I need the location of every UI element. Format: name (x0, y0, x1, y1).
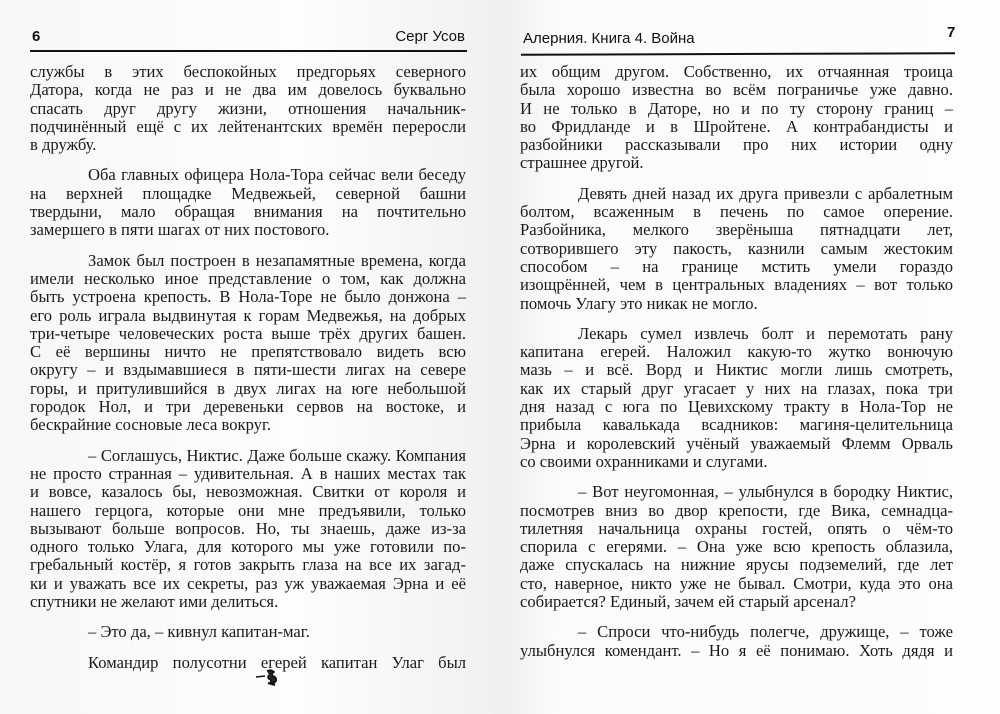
text-line: вызывают больше вопросов. Но, ты знаешь, даже из-за (30, 518, 466, 538)
text-line: сотворившего эту пакость, казнили самым жестоким (520, 238, 953, 258)
paragraph (30, 166, 466, 239)
text-line: и вовсе, казалось бы, невозможная. Свитки от короля и (30, 482, 466, 502)
text-line: службы в этих беспокойных предгорьях северного (30, 62, 466, 81)
text-line: его роль играла выдвинутая к горам Медвежья, на добрых (30, 305, 466, 325)
paragraph (520, 325, 953, 471)
text-line: ки и уважать все их секреты, раз уж уважаемая Эрна и её (30, 573, 466, 593)
text-line: сто, наверное, никто уже не бывал. Смотри, куда это она (520, 573, 953, 593)
text-line: округу – и вздымавшиеся в пяти-шести лигах на севере (30, 360, 466, 380)
text-line: – Соглашусь, Никтис. Даже больше скажу. Компания (88, 445, 466, 465)
text-line: замершего в пяти шагах от них постового. (30, 220, 330, 240)
text-line: горы, и притулившийся в двух лигах на юге небольшой (30, 378, 466, 398)
text-line: изощрённей, чем в центральных владениях – вот только (520, 275, 953, 295)
text-line: Лекарь сумел извлечь болт и перемотать рану (578, 323, 953, 343)
text-line: быть устроена крепость. В Нола-Торе не было донжона – (30, 287, 466, 307)
paragraph (30, 447, 466, 612)
header-rule (521, 52, 955, 56)
page-number: 7 (947, 24, 956, 41)
paragraph (30, 63, 466, 154)
paragraph (30, 654, 466, 672)
text-line: Командир полусотни егерей капитан Улаг был (88, 652, 466, 672)
text-line: спутники не желают ими делиться. (30, 592, 279, 612)
text-line: дня назад с юга по Цевихскому тракту в Нола-Тор не (520, 397, 953, 417)
text-line: страшнее другой. (520, 153, 644, 173)
text-line: одного только Улага, для которого мы уже готовили по- (30, 537, 466, 557)
text-line: даже спускалась на нижние ярусы подземелий, где лет (520, 555, 953, 575)
paragraph (520, 185, 953, 313)
left-page (0, 0, 495, 714)
text-line: разбойники рассказывали про них истории одну (520, 135, 953, 155)
text-line: в дружбу. (30, 135, 97, 155)
text-line: Датора, когда не раз и не два им довелось буквально (30, 80, 466, 100)
paragraph (520, 63, 953, 173)
text-line: бескрайние сосновые леса вокруг. (30, 415, 272, 435)
text-line: на верхней площадке Медвежьей, северной башни (30, 183, 466, 203)
text-line: была хорошо известна во всём пограничье уже давно. (520, 80, 953, 100)
body-text (30, 63, 466, 684)
text-line: болтом, всаженным в печень по самое оперение. (520, 202, 953, 222)
text-line: Девять дней назад их друга привезли с арбалетным (578, 183, 953, 203)
paragraph (30, 252, 466, 435)
ornament-icon (255, 668, 281, 688)
text-line: три-четыре человеческих роста выше трёх других башен. (30, 323, 466, 343)
text-line: не просто странная – удивительная. А в наших местах так (30, 463, 466, 483)
text-line: С её вершины ничто не препятствовало видеть всю (30, 342, 466, 362)
running-head-title: Алерния. Книга 4. Война (523, 30, 695, 47)
text-line: со своими охранниками и слугами. (520, 451, 768, 471)
text-line: – Вот неугомонная, – улыбнулся в бородку Никтис, (578, 482, 953, 502)
text-line: Замок был построен в незапамятные времена, когда (88, 250, 466, 270)
text-line: Оба главных офицера Нола-Тора сейчас вели беседу (88, 165, 466, 185)
text-line: прибыла кавалькада всадников: магиня-целительница (520, 415, 953, 435)
text-line: помочь Улагу это никак не могло. (520, 293, 758, 313)
text-line: собирается? Единый, зачем ей старый арсенал? (520, 592, 856, 612)
paragraph (520, 623, 953, 660)
text-line: – Спроси что-нибудь полегче, дружище, – тоже (578, 622, 953, 642)
paragraph (30, 623, 466, 641)
text-line: подчинённый ещё с их лейтенантских времён переросли (30, 116, 466, 136)
paragraph (520, 483, 953, 611)
page-number: 6 (32, 28, 41, 45)
text-line: городок Нол, и три деревеньки сервов на востоке, и (30, 397, 466, 417)
text-line: твердыни, мало обращая внимания на почтительно (30, 202, 466, 222)
text-line: мазь – и всё. Ворд и Никтис могли лишь смотреть, (520, 360, 953, 380)
text-line: тилетняя начальница охраны гостей, опять о чём-то (520, 518, 953, 538)
text-line: имели несколько иное представление о том, как должна (30, 268, 466, 288)
text-line: капитана егерей. Наложил какую-то жутко вонючую (520, 342, 953, 362)
text-line: спасать друг другу жизни, отношения начальник- (30, 98, 466, 118)
text-line: спорила с егерями. – Она уже всю крепость облазила, (520, 537, 953, 557)
running-head-author: Серг Усов (395, 28, 465, 45)
right-page (495, 0, 1000, 714)
text-line: улыбнулся комендант. – Но я её понимаю. Хоть дядя и (520, 640, 953, 660)
text-line: Эрна и королевский учёный уважаемый Флемм Орваль (520, 433, 953, 453)
text-line: нашего герцога, которые они мне предъявили, только (30, 500, 466, 520)
text-line: – Это да, – кивнул капитан-маг. (88, 622, 310, 642)
text-line: способом – на границе мстить умели гораздо (520, 256, 953, 276)
text-line: гребальный костёр, я готов закрыть глаза на все их загад- (30, 555, 466, 575)
text-line: их общим другом. Собственно, их отчаянная троица (520, 62, 953, 81)
text-line: как их старый друг угасает у них на глазах, пока три (520, 378, 953, 398)
header-rule (30, 50, 467, 52)
text-line: во Фридланде и в Шройтене. А контрабандисты и (520, 116, 953, 136)
text-line: Разбойника, мелкого зверёныша пятнадцати лет, (520, 220, 953, 240)
body-text (520, 63, 953, 672)
text-line: посмотрев вниз во двор крепости, где Вика, семнадца- (520, 500, 953, 520)
text-line: И не только в Даторе, но и по ту сторону границ – (520, 98, 953, 118)
